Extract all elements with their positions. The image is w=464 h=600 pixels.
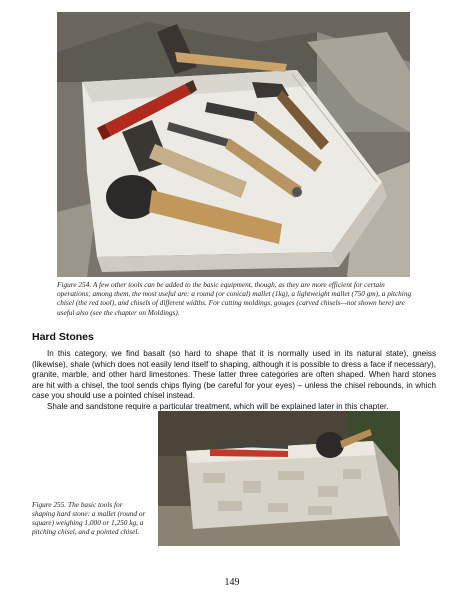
page-number: 149 (224, 577, 240, 588)
photo-hard-stone-tools (158, 411, 400, 546)
figure-255-caption: Figure 255. The basic tools for shaping hard stone: a mallet (round or square) weighing 1,000 or 1,250 kg, a pitching chisel, and a pointed chisel. (32, 500, 146, 536)
paragraph-2: Shale and sandstone require a particular treatment, which will be explained later in this chapter. (47, 401, 389, 411)
figure-254-caption: Figure 254. A few other tools can be added to the basic equipment, though, as they are more efficient for certain operations; among them, the most useful are: a round (or conical) mallet (1kg), a lightweight mallet (750 gm), a pitching chisel (the red tool), and chisels of different widths. For cutting moldings, gouges (carved chisels—not shown here) are useful also (see the chapter on Moldings). (57, 280, 412, 317)
section-heading: Hard Stones (32, 331, 94, 343)
photo-stone-carving-tools (57, 12, 410, 277)
paragraph-1: In this category, we find basalt (so hard to shape that it is normally used in its natural state), gneiss (likewise), shale (which does not easily lend itself to shaping, although it is possible to dress a face if necessary), granite, marble, and other hard limestones. These latter three categories are often shaped. When hard stones are hit with a chisel, the tool sends chips flying (be careful for your eyes) – unless the chisel rebounds, in which case you should use a pointed chisel instead. (32, 349, 436, 401)
body-text (32, 349, 436, 413)
